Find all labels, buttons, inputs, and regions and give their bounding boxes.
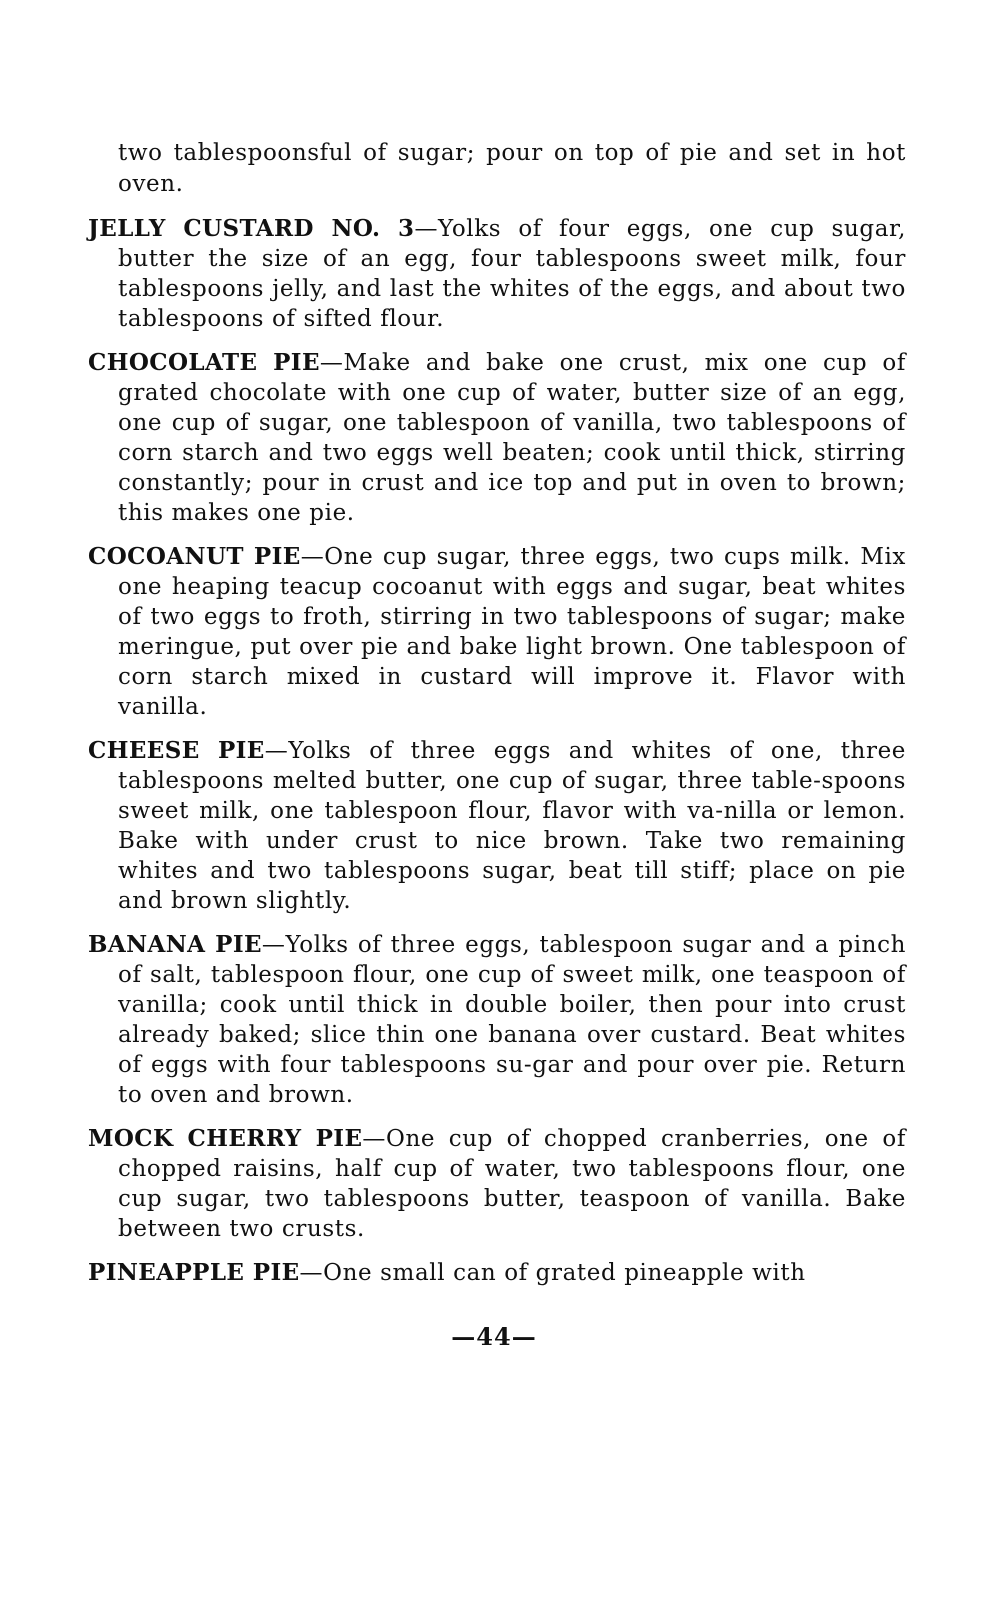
recipe-body: —Yolks of three eggs and whites of one, three tablespoons melted butter, one cup of sugar, three table-spoons sweet milk, one tablespoon flour, flavor with va-nilla or lemon. Bake with under crust to nice brown. Take two remaining whites and two tablespoons sugar, beat till stiff; place on pie and brown slightly.: [118, 738, 906, 914]
recipe-title: CHEESE PIE: [88, 737, 265, 764]
recipe-title: COCOANUT PIE: [88, 543, 301, 570]
recipe-pineapple-pie: [88, 1258, 906, 1288]
recipe-title: CHOCOLATE PIE: [88, 349, 320, 376]
continuation-text: two tablespoonsful of sugar; pour on top of pie and set in hot oven.: [118, 140, 906, 197]
recipe-title: MOCK CHERRY PIE: [88, 1125, 363, 1152]
recipe-title: JELLY CUSTARD NO. 3: [88, 215, 415, 242]
recipe-body: —Make and bake one crust, mix one cup of grated chocolate with one cup of water, butter size of an egg, one cup of sugar, one tablespoon of vanilla, two tablespoons of corn starch and two eggs well beaten; cook until thick, stirring constantly; pour in crust and ice top and put in oven to brown; this makes one pie.: [118, 350, 906, 526]
recipe-jelly-custard: [88, 214, 906, 334]
recipe-body: —One small can of grated pineapple with: [299, 1260, 806, 1286]
recipe-body: —Yolks of four eggs, one cup sugar, butter the size of an egg, four tablespoons sweet milk, four tablespoons jelly, and last the whites of the eggs, and about two tablespoons of sifted flour.: [118, 216, 906, 332]
recipe-body: —One cup of chopped cranberries, one of chopped raisins, half cup of water, two tablespoons flour, one cup sugar, two tablespoons butter, teaspoon of vanilla. Bake between two crusts.: [118, 1126, 906, 1242]
recipe-title: BANANA PIE: [88, 931, 262, 958]
recipe-cheese-pie: [88, 736, 906, 916]
recipe-body: —One cup sugar, three eggs, two cups milk. Mix one heaping teacup cocoanut with eggs and sugar, beat whites of two eggs to froth, stirring in two tablespoons of sugar; make meringue, put over pie and bake light brown. One tablespoon of corn starch mixed in custard will improve it. Flavor with vanilla.: [118, 544, 906, 720]
recipe-mock-cherry-pie: [88, 1124, 906, 1244]
recipe-title: PINEAPPLE PIE: [88, 1259, 300, 1286]
page-content: [88, 138, 906, 1302]
page-number: —44—: [451, 1322, 537, 1351]
recipe-chocolate-pie: [88, 348, 906, 528]
recipe-body: —Yolks of three eggs, tablespoon sugar and a pinch of salt, tablespoon flour, one cup of sweet milk, one teaspoon of vanilla; cook until thick in double boiler, then pour into crust already baked; slice thin one banana over custard. Beat whites of eggs with four tablespoons su-gar and pour over pie. Return to oven and brown.: [118, 932, 906, 1108]
recipe-cocoanut-pie: [88, 542, 906, 722]
recipe-banana-pie: [88, 930, 906, 1110]
